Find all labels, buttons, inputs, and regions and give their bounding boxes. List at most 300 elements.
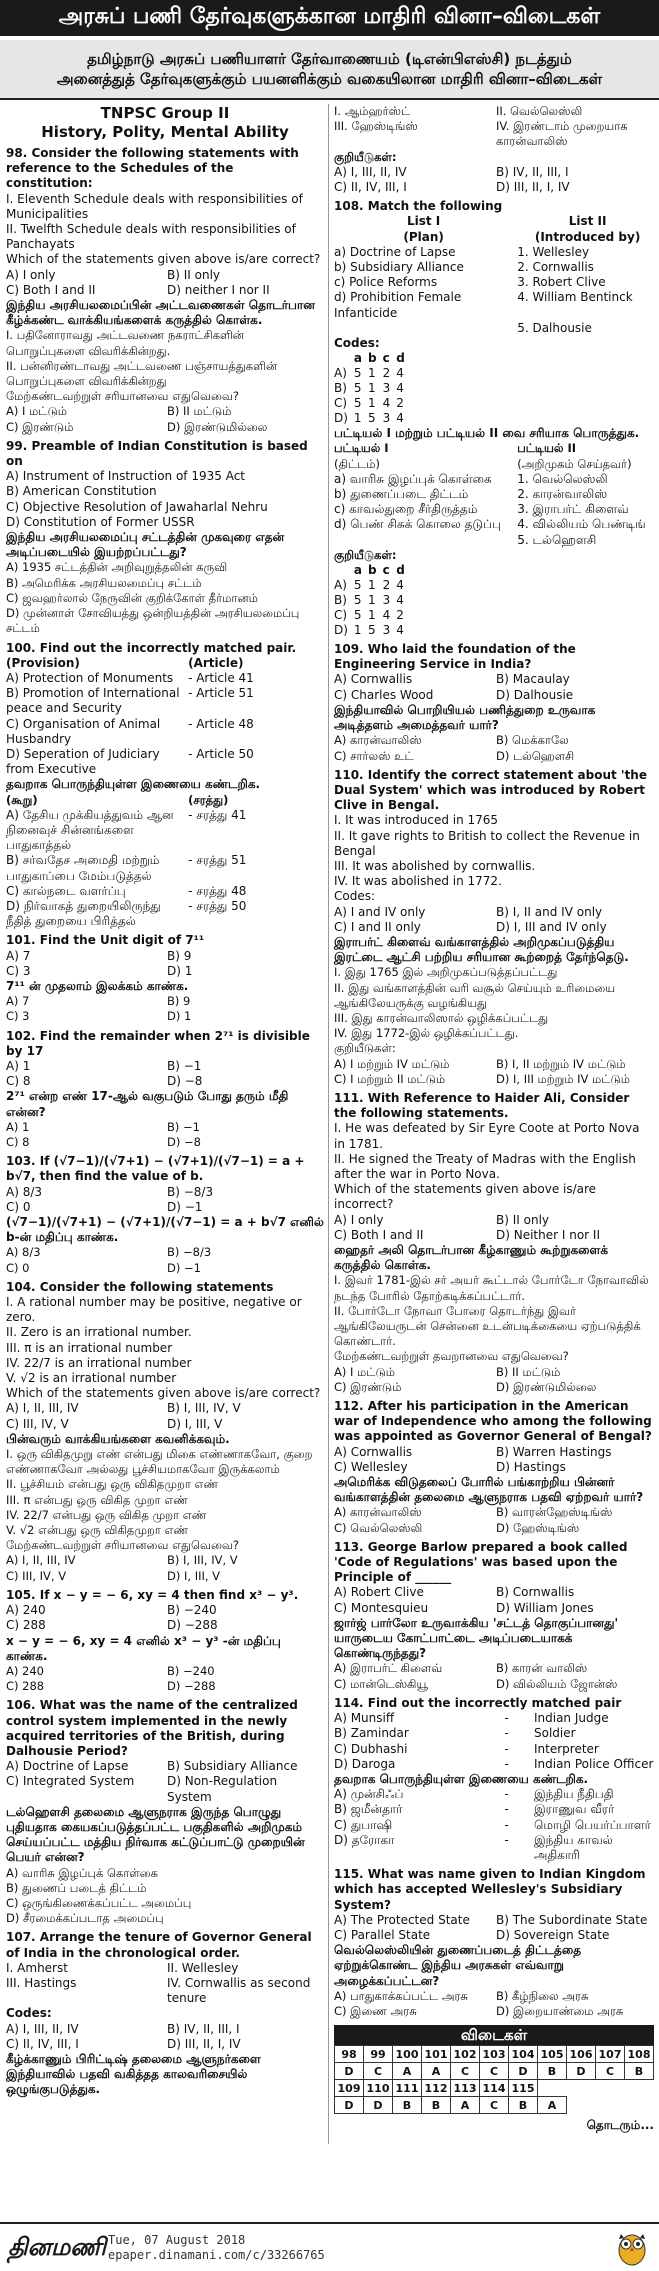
option: C) 0 bbox=[6, 1199, 31, 1214]
statement-line: V. √2 is an irrational number bbox=[6, 1371, 177, 1386]
option-grid bbox=[6, 1401, 324, 1431]
tamil-question-text: இந்திய அரசியலமைப்பு சட்டத்தின் முகவுரை எதன் அடிப்படையில் இயற்றப்பட்டது? bbox=[6, 530, 285, 560]
tamil-statement-line: V. √2 என்பது ஒரு விகிதமுறா எண் bbox=[6, 1523, 189, 1538]
question-number: 108. bbox=[334, 199, 364, 214]
option: B) வாரன்ஹேஸ்டிங்ஸ் bbox=[496, 1505, 613, 1520]
option: B) −1 bbox=[167, 1119, 200, 1134]
option: C) சார்லஸ் உட் bbox=[334, 748, 414, 763]
match-cell: இந்திய நீதிபதி bbox=[533, 1787, 614, 1802]
match-cell: 4. William Bentinck bbox=[517, 290, 633, 305]
match-cell: 3. Robert Clive bbox=[517, 275, 606, 290]
option: B) Warren Hastings bbox=[496, 1444, 612, 1459]
tamil-question-text: இந்தியாவில் பொறியியல் பணித்துறை உருவாக அடித்தளம் அமைத்தவர் யார்? bbox=[334, 702, 596, 733]
match-header-cell: (Plan) bbox=[403, 229, 444, 244]
option: D) III, II, I, IV bbox=[496, 180, 570, 195]
match-header-cell: (Article) bbox=[188, 655, 244, 670]
option: D) −1 bbox=[167, 1199, 203, 1214]
codes-row bbox=[334, 366, 411, 381]
question-text bbox=[334, 1399, 654, 1445]
statement-line: D) Constitution of Former USSR bbox=[6, 514, 195, 529]
question-block bbox=[334, 1696, 654, 1863]
tamil-statement-line: III. π என்பது ஒரு விகித முறா எண் bbox=[6, 1492, 188, 1507]
option: B) Macaulay bbox=[496, 672, 570, 687]
match-row bbox=[6, 671, 324, 686]
statement-line: Which of the statements given above is/are correct? bbox=[6, 252, 321, 267]
tamil-statement-line: A) 1935 சட்டத்தின் அறிவுறுத்தலின் கருவி bbox=[6, 560, 228, 575]
continued-label: தொடரும்... bbox=[586, 2118, 654, 2133]
codes-cell: 1 bbox=[368, 396, 376, 411]
answer-number: 106 bbox=[567, 2046, 596, 2063]
match-header-cell: (சரத்து) bbox=[188, 792, 229, 807]
codes-cell: B) bbox=[334, 593, 347, 608]
option: D) Non-Regulation System bbox=[167, 1774, 278, 1804]
option: B) The Subordinate State bbox=[496, 1912, 648, 1927]
question-block bbox=[334, 1091, 654, 1395]
match-header-cell: (திட்டம்) bbox=[334, 456, 380, 471]
question-text bbox=[334, 1540, 654, 1586]
option-grid bbox=[6, 1059, 324, 1089]
match-cell: இந்திய காவல் அதிகாரி bbox=[533, 1832, 613, 1862]
answer-number: 102 bbox=[451, 2046, 480, 2063]
option: A) I மட்டும் bbox=[334, 1364, 395, 1379]
answer-number: 103 bbox=[480, 2046, 509, 2063]
option-grid bbox=[334, 672, 654, 702]
codes-cell: 1 bbox=[353, 411, 362, 426]
option-grid bbox=[6, 1185, 324, 1215]
match-cell: - சரத்து 51 bbox=[188, 853, 247, 868]
statement-line: III. It was abolished by cornwallis. bbox=[334, 858, 536, 873]
answer-letter: C bbox=[596, 2063, 625, 2080]
codes-cell: B) bbox=[334, 381, 347, 396]
option: IV. Cornwallis as second tenure bbox=[167, 1975, 311, 2006]
answer-number: 110 bbox=[364, 2080, 393, 2097]
statement-line: IV. 22/7 is an irrational number bbox=[6, 1355, 192, 1370]
codes-cell: 3 bbox=[382, 623, 391, 638]
answer-number: 108 bbox=[625, 2046, 654, 2063]
tamil-question-text: 7¹¹ ன் முதலாம் இலக்கம் காண்க. bbox=[6, 978, 189, 993]
option: D) −288 bbox=[167, 1679, 216, 1694]
question-block bbox=[6, 1154, 324, 1276]
option: C) Wellesley bbox=[334, 1459, 408, 1474]
match-cell: B) Zamindar bbox=[334, 1726, 409, 1741]
match-cell: D) நிர்வாகத் துறையிலிருந்து நீதித் துறையை பிரித்தல் bbox=[6, 898, 161, 929]
question-block bbox=[334, 199, 654, 638]
option: A) I, II, III, IV bbox=[6, 1401, 79, 1416]
match-cell: D) Daroga bbox=[334, 1756, 396, 1771]
match-row bbox=[334, 502, 654, 517]
tamil-match-subheader bbox=[334, 457, 654, 472]
answer-letter: B bbox=[538, 2063, 567, 2080]
question-stem: With Reference to Haider Ali, Consider the following statements. bbox=[334, 1090, 630, 1121]
tamil-question-text: அமெரிக்க விடுதலைப் போரில் பங்காற்றிய பின்னர் வங்காளத்தின் தலைமை ஆளுநராக பதவி ஏற்றவர் யார்? bbox=[334, 1475, 644, 1505]
codes-cell: 4 bbox=[396, 623, 404, 638]
option: A) I, III, II, IV bbox=[334, 164, 407, 179]
match-row bbox=[334, 517, 654, 532]
option: A) Doctrine of Lapse bbox=[6, 1759, 129, 1774]
answer-number: 114 bbox=[480, 2080, 509, 2097]
question-block bbox=[6, 1280, 324, 1584]
match-cell: d) Prohibition Female Infanticide bbox=[334, 290, 462, 320]
codes-cell: 4 bbox=[382, 396, 391, 411]
statement-line: II. Twelfth Schedule deals with responsibilities of Panchayats bbox=[6, 222, 300, 252]
option: A) I and IV only bbox=[334, 904, 426, 919]
option: B) −240 bbox=[167, 1663, 215, 1678]
match-cell: - bbox=[504, 1832, 509, 1847]
codes-cell: D) bbox=[334, 623, 348, 638]
question-stem: After his participation in the American war of Independence who among the following was appointed as Governor General of Bengal? bbox=[334, 1399, 652, 1444]
option: C) I and II only bbox=[334, 919, 421, 934]
tamil-question-text: டல்ஹௌசி தலைமை ஆளுநராக இருந்த பொழுது புதியதாக கையகப்படுத்தப்பட்ட பகுதிகளில் அறிமுகம் செய்யப்பட்ட மத்திய நிர்வாக கட்டுப்பாட்டு முறையின் பெயர் என்ன? bbox=[6, 1804, 305, 1865]
match-row bbox=[334, 1726, 654, 1741]
option: D) I, III and IV only bbox=[496, 919, 607, 934]
match-row bbox=[334, 472, 654, 487]
statement-line: I. It was introduced in 1765 bbox=[334, 813, 499, 828]
match-cell: - Article 50 bbox=[188, 746, 254, 761]
option: C) வெல்லெஸ்லி bbox=[334, 1520, 423, 1535]
codes-cell: 4 bbox=[396, 381, 404, 396]
question-number: 112. bbox=[334, 1399, 364, 1414]
codes-label: குறியீடுகள்: bbox=[334, 149, 397, 164]
option: D) I, III மற்றும் IV மட்டும் bbox=[496, 1071, 630, 1086]
match-row bbox=[334, 275, 654, 290]
question-stem: Find out the incorrectly matched pair. bbox=[39, 640, 297, 655]
tamil-match-header bbox=[334, 441, 654, 456]
option: D) −1 bbox=[167, 1260, 201, 1275]
statement-line: C) Objective Resolution of Jawaharlal Nehru bbox=[6, 499, 268, 514]
question-stem: Identify the correct statement about 'the Dual System' which was introduced by Robert Clive in Bengal. bbox=[334, 767, 647, 813]
question-number: 101. bbox=[6, 933, 36, 948]
answer-number: 111 bbox=[393, 2080, 422, 2097]
codes-header-cell: c bbox=[382, 351, 390, 366]
tamil-match-header bbox=[6, 793, 324, 808]
statement-line: II. It gave rights to British to collect the Revenue in Bengal bbox=[334, 828, 644, 858]
answer-number: 109 bbox=[335, 2080, 364, 2097]
answer-letter: D bbox=[567, 2063, 596, 2080]
option-grid bbox=[6, 1759, 324, 1805]
codes-cell: 1 bbox=[368, 608, 376, 623]
match-row bbox=[6, 686, 324, 716]
tamil-statement-line: III. இது காரன்வாலிஸால் ஒழிக்கப்பட்டது bbox=[334, 1010, 549, 1025]
match-header-cell: பட்டியல் II bbox=[517, 441, 577, 456]
answer-letter: D bbox=[335, 2097, 364, 2114]
answer-letter: B bbox=[422, 2097, 451, 2114]
question-block bbox=[6, 1930, 324, 2097]
option: A) 7 bbox=[6, 994, 30, 1009]
option: D) Neither I nor II bbox=[496, 1227, 600, 1242]
match-row bbox=[334, 487, 654, 502]
option: I. ஆம்ஹர்ஸ்ட் bbox=[334, 104, 411, 118]
tamil-statement-line: A) வாரிசு இழப்புக் கொள்கை bbox=[6, 1865, 158, 1880]
match-cell: c) காவல்துறை சீர்திருத்தம் bbox=[334, 502, 478, 517]
option: C) Integrated System bbox=[6, 1774, 135, 1789]
question-number: 113. bbox=[334, 1539, 364, 1554]
answer-letter: C bbox=[364, 2063, 393, 2080]
tamil-question-text: பின்வரும் வாக்கியங்களை கவனிக்கவும். bbox=[6, 1431, 230, 1446]
match-cell: - bbox=[504, 1802, 509, 1817]
option-grid bbox=[6, 1120, 324, 1150]
codes-cell: 3 bbox=[382, 381, 391, 396]
codes-label: குறியீடுகள்: bbox=[334, 547, 397, 562]
tamil-statement-line: II. பன்னிரண்டாவது அட்டவணை பஞ்சாயத்துகளின் பொறுப்புகளை விவரிக்கின்றது bbox=[6, 358, 281, 389]
match-cell: - bbox=[504, 1817, 509, 1832]
question-text bbox=[334, 642, 654, 672]
answer-number: 98 bbox=[335, 2046, 364, 2063]
option: D) இறையாண்மை அரசு bbox=[496, 2003, 624, 2018]
subheading-line-2: அனைத்துத் தேர்வுகளுக்கும் பயனளிக்கும் வகையிலான மாதிரி வினா–விடைகள் bbox=[56, 70, 603, 88]
section-title bbox=[6, 104, 324, 142]
match-row bbox=[334, 245, 654, 260]
answer-table bbox=[334, 2045, 654, 2114]
option: A) காரன்வாலிஸ் bbox=[334, 733, 422, 748]
match-cell: B) Promotion of International peace and Security bbox=[6, 686, 180, 716]
option-grid bbox=[6, 1603, 324, 1633]
answer-letter: C bbox=[451, 2063, 480, 2080]
match-row bbox=[6, 899, 324, 929]
question-number: 111. bbox=[334, 1090, 364, 1105]
match-cell: 5. டல்ஹௌசி bbox=[517, 532, 597, 547]
option: D) இரண்டுமில்லை bbox=[496, 1379, 597, 1394]
right-column bbox=[334, 104, 654, 2133]
match-cell: 1. Wellesley bbox=[517, 244, 590, 259]
option: C) II, IV, III, I bbox=[334, 180, 407, 195]
option: D) Hastings bbox=[496, 1459, 566, 1474]
tamil-question-text: வெல்லெஸ்லியின் துணைப்படைத் திட்டத்தை ஏற்றுக்கொண்ட இந்திய அரசுகள் எவ்வாறு அழைக்கப்பட்டன? bbox=[334, 1943, 582, 1988]
question-number: 98. bbox=[6, 146, 28, 160]
match-cell: - Article 48 bbox=[188, 716, 254, 731]
question-text bbox=[334, 1091, 654, 1121]
question-text bbox=[6, 439, 324, 469]
match-cell bbox=[334, 321, 513, 336]
match-cell: c) Police Reforms bbox=[334, 275, 438, 290]
option: A) காரன்வாலிஸ் bbox=[334, 1505, 422, 1520]
answer-row bbox=[335, 2046, 654, 2063]
question-block bbox=[6, 1029, 324, 1151]
match-header bbox=[334, 214, 654, 229]
codes-cell: A) bbox=[334, 366, 347, 381]
match-cell: Indian Judge bbox=[533, 1711, 609, 1726]
option: A) I, III, II, IV bbox=[6, 2021, 79, 2036]
column-divider bbox=[328, 104, 329, 2144]
answer-number: 107 bbox=[596, 2046, 625, 2063]
option: B) மெக்காலே bbox=[496, 733, 569, 748]
option: C) இரண்டும் bbox=[334, 1379, 402, 1394]
option-grid bbox=[334, 1585, 654, 1615]
option: B) காரன் வாலிஸ் bbox=[496, 1661, 588, 1676]
statement-line: B) American Constitution bbox=[6, 484, 157, 499]
match-cell: - bbox=[504, 1741, 509, 1756]
codes-table bbox=[334, 351, 654, 426]
option: B) I, II and IV only bbox=[496, 904, 603, 919]
answer-key-title: விடைகள் bbox=[334, 2025, 654, 2045]
tamil-question-text: தவறாக பொருந்தியுள்ள இணையை கண்டறிக. bbox=[6, 777, 261, 792]
answer-number: 113 bbox=[451, 2080, 480, 2097]
question-number: 104. bbox=[6, 1279, 36, 1294]
match-cell: 5. Dalhousie bbox=[517, 320, 592, 335]
codes-header-cell: d bbox=[396, 351, 405, 366]
option: C) மான்டெஸ்கியூ bbox=[334, 1676, 428, 1691]
option-grid bbox=[334, 1445, 654, 1475]
answer-number: 100 bbox=[393, 2046, 422, 2063]
match-row bbox=[6, 808, 324, 854]
question-text bbox=[6, 146, 324, 192]
match-cell: C) கால்நடை வளர்ப்பு bbox=[6, 883, 126, 898]
statement-line: I. Eleventh Schedule deals with responsibilities of Municipalities bbox=[6, 191, 307, 221]
option: D) Sovereign State bbox=[496, 1927, 610, 1942]
match-cell: - சரத்து 41 bbox=[188, 807, 247, 822]
footer-date: Tue, 07 August 2018 bbox=[108, 2232, 246, 2247]
codes-header-cell bbox=[334, 563, 354, 578]
match-cell: d) பெண் சிசுக் கொலை தடுப்பு bbox=[334, 517, 501, 532]
option: A) I மட்டும் bbox=[6, 404, 67, 419]
answer-number: 101 bbox=[422, 2046, 451, 2063]
answer-number: 115 bbox=[509, 2080, 538, 2097]
dinamani-logo: தினமணி bbox=[8, 2231, 94, 2265]
statement-line: A) Instrument of Instruction of 1935 Act bbox=[6, 469, 245, 484]
codes-cell: 4 bbox=[396, 593, 404, 608]
question-block bbox=[6, 641, 324, 930]
codes-header-cell bbox=[334, 351, 354, 366]
match-subheader bbox=[334, 230, 654, 245]
option: C) II, IV, III, I bbox=[6, 2036, 79, 2051]
question-block bbox=[334, 642, 654, 764]
owl-mascot-icon bbox=[615, 2228, 649, 2266]
match-row bbox=[334, 260, 654, 275]
question-stem: What was name given to Indian Kingdom which has accepted Wellesley's Subsidiary System? bbox=[334, 1867, 646, 1912]
tamil-statement-line: I. இது 1765 இல் அறிமுகப்படுத்தப்பட்டது bbox=[334, 965, 558, 980]
subheading bbox=[0, 40, 659, 100]
question-stem: Find the remainder when 2⁷¹ is divisible by 17 bbox=[6, 1028, 310, 1058]
option: B) I, II மற்றும் IV மட்டும் bbox=[496, 1056, 626, 1071]
option: C) 8 bbox=[6, 1135, 30, 1149]
question-stem: Preamble of Indian Constitution is based on bbox=[6, 438, 308, 469]
question-text bbox=[6, 1930, 324, 1960]
option: D) III, II, I, IV bbox=[167, 2036, 241, 2051]
match-row bbox=[334, 533, 654, 548]
codes-cell: 1 bbox=[368, 578, 376, 593]
question-block bbox=[334, 768, 654, 1087]
question-stem: Consider the following statements bbox=[39, 1279, 274, 1294]
option: C) Both I and II bbox=[6, 282, 96, 297]
option: IV. இரண்டாம் முறையாக காரன்வாலிஸ் bbox=[496, 119, 628, 149]
match-cell: C) துபாஷி bbox=[334, 1817, 393, 1832]
option: I. Amherst bbox=[6, 1960, 68, 1975]
option-grid bbox=[6, 949, 324, 979]
question-block bbox=[6, 1588, 324, 1694]
question-number: 107. bbox=[6, 1930, 36, 1945]
match-cell: - bbox=[504, 1756, 509, 1771]
codes-header-cell: c bbox=[382, 563, 390, 578]
tamil-question-text: பட்டியல் I மற்றும் பட்டியல் II வை சரியாக பொருத்துக. bbox=[334, 426, 640, 441]
tamil-statement-line: B) அமெரிக்க அரசியலமைப்பு சட்டம் bbox=[6, 575, 202, 590]
match-cell: D) Seperation of Judiciary from Executive bbox=[6, 746, 160, 777]
match-cell: 2. Cornwallis bbox=[517, 260, 594, 275]
option: A) 240 bbox=[6, 1603, 46, 1618]
option-grid bbox=[334, 1505, 654, 1535]
codes-row bbox=[334, 396, 411, 411]
statement-line: III. π is an irrational number bbox=[6, 1340, 173, 1355]
question-block bbox=[6, 933, 324, 1024]
option: A) 8/3 bbox=[6, 1245, 41, 1260]
option: C) III, IV, V bbox=[6, 1568, 67, 1583]
match-header-cell: (Introduced by) bbox=[534, 229, 641, 244]
tamil-statement-line: II. போர்டோ நோவா போரை தொடர்ந்து இவர் ஆங்கிலேயருடன் சென்னை உடன்படிக்கையை ஏற்படுத்திக் கொண்டார். bbox=[334, 1303, 645, 1349]
match-cell: - bbox=[504, 1726, 509, 1741]
option: B) II only bbox=[167, 267, 221, 282]
match-row bbox=[334, 1757, 654, 1772]
option: D) neither I nor II bbox=[167, 282, 270, 297]
tamil-statement-line: குறியீடுகள்: bbox=[334, 1041, 396, 1056]
question-stem: Arrange the tenure of Governor General of India in the chronological order. bbox=[6, 1930, 312, 1960]
codes-cell: 5 bbox=[353, 366, 362, 381]
option: B) கீழ்நிலை அரசு bbox=[496, 1988, 589, 2003]
match-cell: Indian Police Officer bbox=[533, 1756, 654, 1771]
option: A) Cornwallis bbox=[334, 672, 413, 687]
match-row bbox=[6, 747, 324, 777]
match-header-cell: (Provision) bbox=[6, 655, 80, 670]
question-stem: George Barlow prepared a book called 'Code of Regulations' was based upon the Principle of ______ bbox=[334, 1539, 628, 1585]
option: A) 8/3 bbox=[6, 1184, 43, 1199]
codes-row bbox=[334, 381, 411, 396]
codes-row bbox=[334, 608, 411, 623]
statement-line: I. A rational number may be positive, negative or zero. bbox=[6, 1295, 306, 1325]
question-text bbox=[334, 1696, 654, 1711]
option: A) 240 bbox=[6, 1663, 44, 1678]
option: B) −240 bbox=[167, 1603, 217, 1618]
tamil-statement-line: I. இவர் 1781-இல் சர் அயர் கூட்டால் போர்டோ நோவாவில் நடந்த போரில் தோற்கடிக்கப்பட்டார். bbox=[334, 1273, 653, 1303]
option: III. Hastings bbox=[6, 1975, 77, 1990]
option-grid bbox=[6, 2022, 324, 2052]
answer-row bbox=[335, 2097, 654, 2114]
codes-header-cell: b bbox=[368, 563, 377, 578]
codes-row bbox=[334, 593, 411, 608]
codes-cell: D) bbox=[334, 411, 348, 426]
question-stem: What was the name of the centralized control system implemented in the newly acquired territories of the British, during Dalhousie Period? bbox=[6, 1698, 298, 1758]
option: C) III, IV, V bbox=[6, 1416, 69, 1431]
option: D) ஹேஸ்டிங்ஸ் bbox=[496, 1520, 580, 1535]
answer-letter: B bbox=[625, 2063, 654, 2080]
match-row bbox=[334, 1802, 654, 1817]
codes-cell: 2 bbox=[396, 608, 404, 623]
option: A) I, II, III, IV bbox=[6, 1553, 76, 1568]
option: C) I மற்றும் II மட்டும் bbox=[334, 1071, 446, 1086]
question-stem: Find out the incorrectly matched pair bbox=[367, 1695, 622, 1710]
option: B) IV, II, III, I bbox=[167, 2021, 240, 2036]
codes-header-cell: b bbox=[368, 351, 377, 366]
codes-header-row bbox=[334, 563, 411, 578]
match-cell: - சரத்து 48 bbox=[188, 883, 247, 898]
codes-cell: 2 bbox=[382, 366, 391, 381]
option: C) இரண்டும் bbox=[6, 419, 74, 434]
option: D) −8 bbox=[167, 1135, 201, 1149]
option: B) I, III, IV, V bbox=[167, 1553, 238, 1568]
match-cell: B) ஜமீன்தார் bbox=[334, 1802, 403, 1817]
answer-letter: C bbox=[480, 2063, 509, 2080]
tamil-statement-line: மேற்கண்டவற்றுள் சரியானவை எதுவெவை? bbox=[6, 389, 239, 404]
match-cell: - bbox=[504, 1711, 509, 1726]
question-text bbox=[6, 1698, 324, 1759]
match-header-cell: (கூறு) bbox=[6, 792, 38, 807]
statement-line: II. Zero is an irrational number. bbox=[6, 1325, 192, 1340]
match-cell: இராணுவ வீரர் bbox=[533, 1802, 615, 1817]
option-grid bbox=[334, 1989, 654, 2019]
match-cell: C) Organisation of Animal Husbandry bbox=[6, 716, 161, 746]
footer-info bbox=[108, 2233, 325, 2263]
option: A) 1 bbox=[6, 1058, 31, 1073]
answer-letter: D bbox=[335, 2063, 364, 2080]
match-cell: - bbox=[504, 1787, 509, 1802]
section-title-line-1: TNPSC Group II bbox=[100, 104, 230, 122]
match-cell: a) Doctrine of Lapse bbox=[334, 244, 456, 259]
